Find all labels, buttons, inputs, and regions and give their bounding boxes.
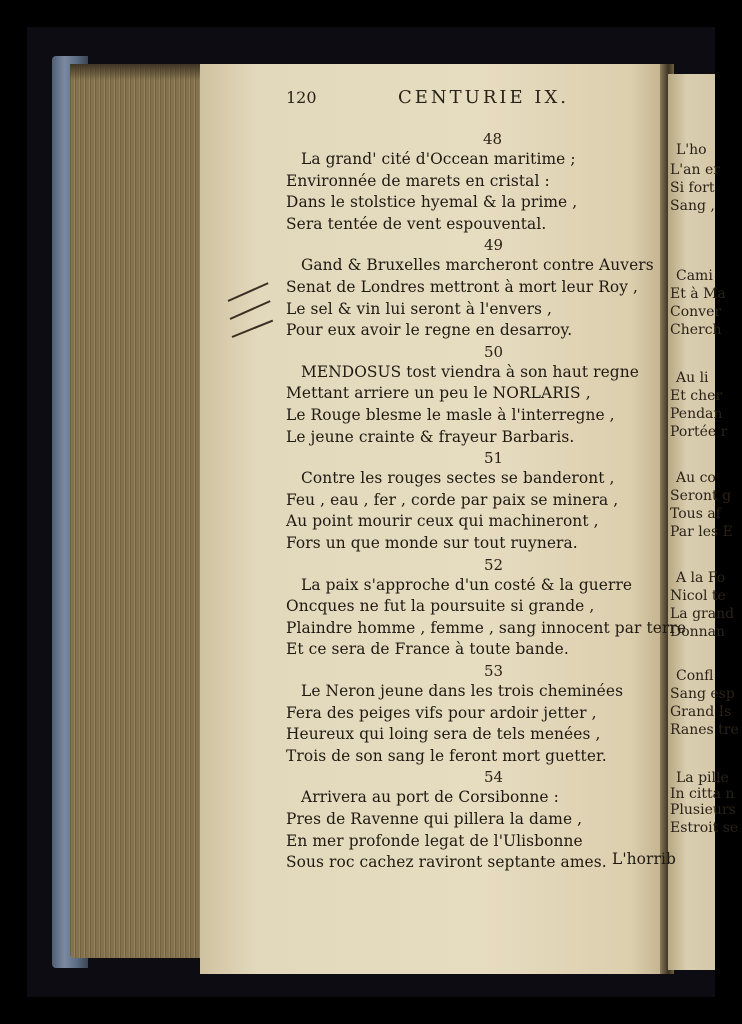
facing-page-fragment: Donnan bbox=[670, 624, 726, 640]
verse-line: Trois de son sang le feront mort guetter. bbox=[286, 746, 607, 765]
facing-page-fragment: La grand bbox=[670, 606, 735, 622]
facing-page-fragment: A la Fo bbox=[676, 570, 726, 586]
verse-line: La paix s'approche d'un costé & la guerre bbox=[301, 575, 633, 594]
verse-line: En mer profonde legat de l'Ulisbonne bbox=[286, 831, 583, 850]
verse-line: Sera tentée de vent espouvental. bbox=[286, 214, 547, 233]
verse-line: La grand' cité d'Occean maritime ; bbox=[301, 150, 576, 168]
verse-line: Fera des peiges vifs pour ardoir jetter , bbox=[286, 703, 597, 722]
verse-line: Fors un que monde sur tout ruynera. bbox=[286, 534, 578, 552]
facing-page-fragment: L'an er bbox=[670, 162, 720, 178]
verse-line: Mettant arriere un peu le NORLARIS , bbox=[286, 384, 591, 403]
quatrain-number: 54 bbox=[484, 768, 504, 787]
facing-page-fragment: Seront g bbox=[670, 488, 732, 504]
facing-page-fragment: Et à Ma bbox=[670, 286, 726, 302]
facing-page-fragment: Tous af bbox=[670, 506, 721, 522]
verse-line: Au point mourir ceux qui machineront , bbox=[286, 512, 599, 531]
verse-line: Feu , eau , fer , corde par paix se minera , bbox=[286, 490, 619, 509]
verse-line: Oncques ne fut la poursuite si grande , bbox=[286, 597, 595, 616]
facing-page-fragment: Si fort bbox=[670, 180, 715, 196]
facing-page-fragment: Et cher bbox=[670, 388, 723, 404]
verse-line: Environnée de marets en cristal : bbox=[286, 171, 550, 190]
verse-line: Pres de Ravenne qui pillera la dame , bbox=[286, 810, 583, 828]
catchword: L'horrib bbox=[612, 850, 676, 868]
verse-line: Pour eux avoir le regne en desarroy. bbox=[286, 321, 573, 340]
facing-page-fragment: La pille bbox=[676, 770, 729, 786]
facing-page-fragment: Pendan bbox=[670, 406, 723, 422]
verse-line: Le Rouge blesme le masle à l'interregne , bbox=[286, 406, 615, 424]
verse-line: Le sel & vin lui seront à l'envers , bbox=[286, 299, 553, 318]
facing-page-fragment: Au li bbox=[676, 370, 709, 386]
page-header bbox=[286, 88, 596, 114]
verse-line: Heureux qui loing sera de tels menées , bbox=[286, 725, 601, 744]
facing-page-fragment: Sang esp bbox=[670, 686, 735, 702]
facing-page-fragment: Grand Is bbox=[670, 704, 732, 720]
facing-page-fragment: Sang , bbox=[670, 198, 715, 214]
quatrain-number: 52 bbox=[484, 555, 504, 574]
facing-page-fragment: Cami bbox=[676, 268, 713, 284]
page-edges bbox=[70, 64, 206, 958]
quatrain-number: 48 bbox=[483, 130, 503, 148]
facing-page-fragment: In citta n bbox=[670, 786, 735, 802]
facing-page-fragment: Conver bbox=[670, 304, 722, 320]
verse-line: MENDOSUS tost viendra à son haut regne bbox=[301, 362, 639, 381]
facing-page-fragment: Nicol te bbox=[670, 588, 726, 604]
verse-line: Plaindre homme , femme , sang innocent par terre bbox=[286, 618, 687, 637]
facing-page-fragment: Cherch bbox=[670, 322, 722, 338]
facing-page-fragment: Au co bbox=[676, 470, 716, 486]
verse-line: Le jeune crainte & frayeur Barbaris. bbox=[286, 427, 575, 446]
facing-page-fragment: Par les E bbox=[670, 524, 733, 540]
page-number: 120 bbox=[286, 88, 317, 107]
verse-line: Dans le stolstice hyemal & la prime , bbox=[286, 193, 578, 212]
quatrain-number: 50 bbox=[484, 342, 504, 361]
facing-page-fragment: Portée r bbox=[670, 424, 728, 440]
quatrain-number: 49 bbox=[484, 236, 504, 255]
facing-page-fragment: Ranes tre bbox=[670, 722, 739, 738]
facing-page-fragment: Estroit se bbox=[670, 820, 739, 836]
verse-line: Le Neron jeune dans les trois cheminées bbox=[301, 682, 624, 700]
verse-line: Arrivera au port de Corsibonne : bbox=[301, 788, 559, 807]
verse-line: Et ce sera de France à toute bande. bbox=[286, 640, 569, 659]
verse-line: Contre les rouges sectes se banderont , bbox=[301, 469, 615, 488]
quatrain-number: 53 bbox=[484, 662, 504, 680]
facing-page-fragment: Confl bbox=[676, 668, 714, 684]
verse-line: Senat de Londres mettront à mort leur Roy , bbox=[286, 278, 639, 296]
verse-line: Sous roc cachez raviront septante ames. bbox=[286, 853, 607, 872]
facing-page-fragment: L'ho bbox=[676, 142, 707, 158]
quatrain-number: 51 bbox=[484, 449, 504, 468]
facing-page bbox=[668, 74, 739, 970]
verse-line: Gand & Bruxelles marcheront contre Auvers bbox=[301, 256, 654, 275]
running-head: CENTURIE IX. bbox=[398, 87, 570, 108]
facing-page-fragment: Plusieurs bbox=[670, 802, 736, 818]
